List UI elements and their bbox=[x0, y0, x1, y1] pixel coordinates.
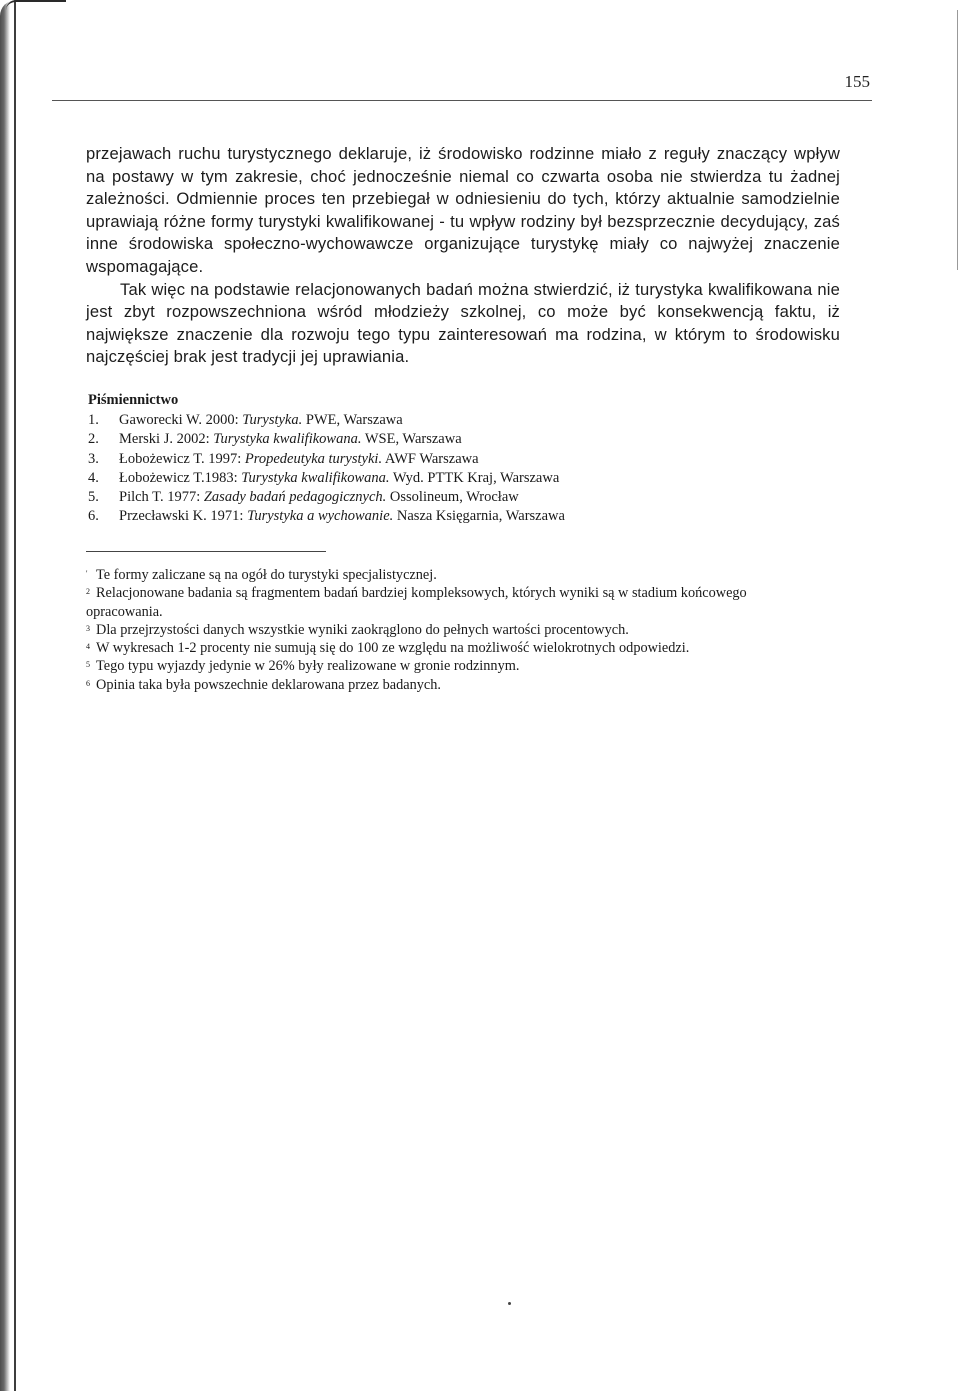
footnote-text: Opinia taka była powszechnie deklarowana przez badanych. bbox=[96, 676, 441, 693]
bibliography-item-title: Zasady badań pedagogicznych. bbox=[203, 489, 387, 506]
scan-right-mark bbox=[957, 10, 958, 270]
footnote-mark: 4 bbox=[86, 642, 90, 652]
bibliography-item bbox=[88, 507, 565, 526]
bibliography-item-number: 4. bbox=[88, 469, 99, 486]
bibliography-item-publisher: Nasza Księgarnia, Warszawa bbox=[393, 508, 565, 525]
footnote-text: Dla przejrzystości danych wszystkie wyniki zaokrąglono do pełnych wartości procentowych. bbox=[96, 621, 629, 638]
scan-left-edge bbox=[0, 0, 16, 1391]
bibliography-item-title: Turystyka. bbox=[242, 412, 303, 428]
bibliography-list bbox=[88, 411, 565, 527]
footnote-mark: 2 bbox=[86, 587, 90, 597]
bibliography-item-publisher: PWE, Warszawa bbox=[302, 412, 403, 428]
footnote bbox=[86, 676, 806, 694]
bibliography-item bbox=[88, 469, 565, 488]
bibliography-heading: Piśmiennictwo bbox=[88, 392, 179, 408]
bibliography-item-author: Gaworecki W. 2000: bbox=[119, 412, 243, 428]
bibliography-item-number: 6. bbox=[88, 508, 99, 525]
body-paragraph-1: przejawach ruchu turystycznego deklaruje, iż środowisko rodzinne miało z reguły znaczący wpływ na postawy w tym zakresie, choć jednocześnie niemal co czwarta osoba nie stwierdza tu żadnej zależności. Odmiennie proces ten przebiegał w odniesieniu do tych, którzy aktualnie samodzielnie uprawiają różne formy turystyki kwalifikowanej - tu wpływ rodziny był bezsprzecznie decydujący, zaś inne środowiska społeczno-wychowawcze organizujące turystykę miały co najwyżej znaczenie wspomagające. bbox=[86, 144, 840, 276]
bibliography-item-publisher: AWF Warszawa bbox=[382, 450, 479, 467]
scan-speck bbox=[508, 1302, 511, 1305]
footnote-text: Te formy zaliczane są na ogół do turystyki specjalistycznej. bbox=[96, 567, 437, 583]
bibliography-item bbox=[88, 450, 565, 469]
bibliography-item-author: Merski J. 2002: bbox=[119, 431, 214, 448]
bibliography-item-publisher: Ossolineum, Wrocław bbox=[386, 489, 519, 506]
bibliography-item bbox=[88, 411, 565, 430]
footnotes bbox=[86, 566, 806, 694]
bibliography-item-title: Propedeutyka turystyki. bbox=[244, 450, 383, 467]
scan-top-corner bbox=[6, 0, 66, 10]
footnote bbox=[86, 566, 806, 584]
bibliography-item-number: 3. bbox=[88, 450, 99, 467]
header-rule bbox=[52, 100, 872, 101]
body-text bbox=[86, 143, 840, 369]
footnote bbox=[86, 584, 806, 621]
footnote-text: Relacjonowane badania są fragmentem badań bardziej kompleksowych, których wyniki są w stadium końcowego opracowania. bbox=[86, 585, 747, 620]
bibliography-item-author: Łobożewicz T.1983: bbox=[119, 469, 242, 486]
bibliography-item-title: Turystyka kwalifikowana. bbox=[213, 431, 362, 448]
bibliography-item-title: Turystyka a wychowanie. bbox=[247, 508, 394, 525]
footnote-mark: 5 bbox=[86, 660, 90, 670]
bibliography-item-author: Pilch T. 1977: bbox=[119, 489, 204, 506]
bibliography-item-number: 5. bbox=[88, 489, 99, 506]
bibliography-item-publisher: WSE, Warszawa bbox=[361, 431, 462, 448]
footnote-text: W wykresach 1-2 procenty nie sumują się do 100 ze względu na możliwość wielokrotnych odpowiedzi. bbox=[96, 640, 690, 657]
page-number: 155 bbox=[844, 72, 870, 91]
bibliography-item bbox=[88, 430, 565, 449]
footnote-rule bbox=[86, 551, 326, 552]
bibliography-item-author: Łobożewicz T. 1997: bbox=[119, 450, 245, 467]
footnote bbox=[86, 657, 806, 675]
footnote bbox=[86, 639, 806, 657]
body-paragraph-2: Tak więc na podstawie relacjonowanych badań można stwierdzić, iż turystyka kwalifikowana nie jest zbyt rozpowszechniona wśród młodzieży szkolnej, co może być konsekwencją faktu, iż największe znaczenie dla rozwoju tego typu zainteresowań ma rodzina, w którym to środowisku najczęściej brak jest tradycji jej uprawiania. bbox=[86, 279, 840, 367]
bibliography-item-number: 1. bbox=[88, 412, 99, 428]
bibliography-item-number: 2. bbox=[88, 431, 99, 448]
bibliography-item-publisher: Wyd. PTTK Kraj, Warszawa bbox=[389, 469, 560, 486]
footnote-mark: 6 bbox=[86, 678, 90, 688]
bibliography-item-title: Turystyka kwalifikowana. bbox=[241, 469, 390, 486]
footnote bbox=[86, 621, 806, 639]
bibliography-item bbox=[88, 488, 565, 507]
bibliography-item-author: Przecławski K. 1971: bbox=[119, 508, 248, 525]
footnote-mark: 3 bbox=[86, 623, 90, 633]
footnote-mark: ' bbox=[86, 569, 88, 578]
footnote-text: Tego typu wyjazdy jedynie w 26% były realizowane w gronie rodzinnym. bbox=[96, 658, 520, 675]
